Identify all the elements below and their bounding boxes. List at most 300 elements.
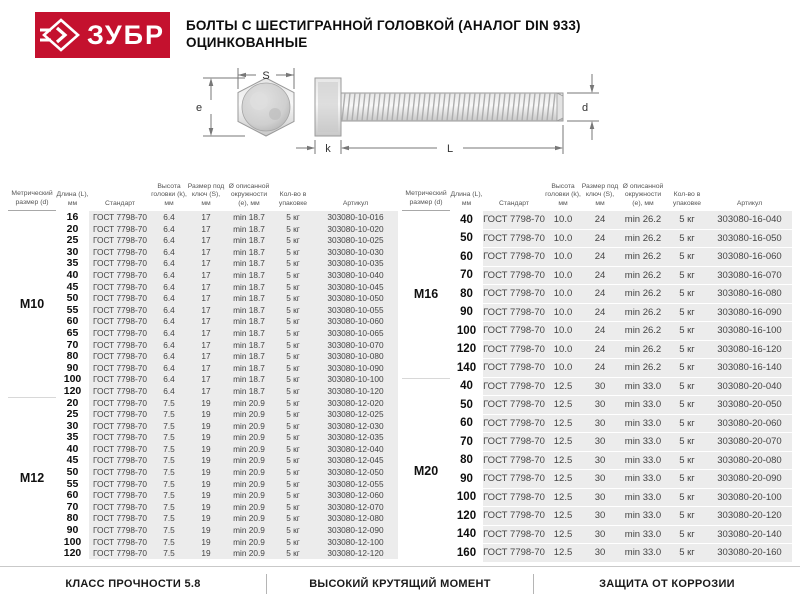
size-group-M20	[402, 378, 792, 563]
length-cell: 20	[56, 223, 89, 235]
data-cell: 19	[187, 547, 225, 559]
footer-feature-torque: ВЫСОКИЙ КРУТЯЩИЙ МОМЕНТ	[309, 577, 491, 590]
data-cell: 6.4	[151, 281, 187, 293]
data-cell: 30	[581, 396, 619, 414]
data-cell: ГОСТ 7798-70	[483, 285, 545, 303]
data-cell: min 26.2	[619, 322, 667, 340]
data-cell: 5 кг	[273, 489, 313, 501]
data-cell: ГОСТ 7798-70	[483, 507, 545, 525]
data-cell: 10.0	[545, 211, 581, 229]
bolt-technical-drawing	[185, 60, 615, 172]
dim-label-d: d	[581, 102, 589, 114]
metric-size-label: M16	[413, 287, 439, 302]
data-cell: ГОСТ 7798-70	[89, 304, 151, 316]
data-cell: 5 кг	[273, 373, 313, 385]
table-row	[56, 327, 398, 338]
data-cell: min 33.0	[619, 470, 667, 488]
data-cell: 5 кг	[667, 285, 707, 303]
length-cell: 45	[56, 454, 89, 466]
article-cell: 303080-12-050	[313, 466, 398, 478]
data-cell: min 18.7	[225, 362, 273, 374]
table-row	[450, 285, 792, 303]
data-cell: 19	[187, 524, 225, 536]
data-cell: 10.0	[545, 285, 581, 303]
data-cell: 19	[187, 489, 225, 501]
data-cell: 5 кг	[273, 536, 313, 548]
article-cell: 303080-10-080	[313, 350, 398, 362]
data-cell: 6.4	[151, 304, 187, 316]
table-row	[450, 526, 792, 544]
data-cell: 19	[187, 454, 225, 466]
data-cell: 6.4	[151, 339, 187, 351]
table-row	[450, 507, 792, 525]
table-row	[450, 359, 792, 377]
data-cell: ГОСТ 7798-70	[89, 327, 151, 339]
article-cell: 303080-12-030	[313, 420, 398, 432]
data-cell: 10.0	[545, 248, 581, 266]
data-cell: 6.4	[151, 385, 187, 397]
bolt-front-view	[238, 78, 294, 136]
data-cell: min 33.0	[619, 526, 667, 544]
data-cell: ГОСТ 7798-70	[483, 489, 545, 507]
data-cell: ГОСТ 7798-70	[483, 433, 545, 451]
article-cell: 303080-20-140	[707, 526, 792, 544]
data-cell: 17	[187, 211, 225, 223]
column-header: Размер под ключ (S), мм	[187, 183, 225, 207]
length-cell: 70	[56, 501, 89, 513]
column-header: Стандарт	[105, 199, 135, 207]
data-cell: ГОСТ 7798-70	[89, 350, 151, 362]
data-cell: 5 кг	[667, 359, 707, 377]
data-cell: 17	[187, 362, 225, 374]
data-cell: min 18.7	[225, 281, 273, 293]
data-cell: 5 кг	[667, 341, 707, 359]
table-row	[450, 415, 792, 433]
dim-label-l: L	[446, 143, 454, 155]
table-row	[56, 234, 398, 245]
data-cell: 19	[187, 420, 225, 432]
data-cell: 5 кг	[273, 547, 313, 559]
data-cell: ГОСТ 7798-70	[89, 443, 151, 455]
title-line-2: ОЦИНКОВАННЫЕ	[186, 35, 308, 50]
article-cell: 303080-10-090	[313, 362, 398, 374]
data-cell: 5 кг	[667, 322, 707, 340]
length-cell: 120	[450, 341, 483, 359]
data-cell: 7.5	[151, 547, 187, 559]
data-cell: 19	[187, 431, 225, 443]
data-cell: 5 кг	[273, 466, 313, 478]
data-cell: 5 кг	[667, 267, 707, 285]
data-cell: 17	[187, 304, 225, 316]
footer-feature-corrosion: ЗАЩИТА ОТ КОРРОЗИИ	[599, 577, 735, 590]
data-cell: 5 кг	[273, 431, 313, 443]
data-cell: ГОСТ 7798-70	[89, 385, 151, 397]
column-header: Метрический размер (d)	[8, 183, 56, 211]
data-cell: min 20.9	[225, 454, 273, 466]
table-row	[56, 257, 398, 268]
group-rows	[56, 397, 398, 559]
data-cell: 5 кг	[667, 378, 707, 396]
table-row	[56, 454, 398, 465]
length-cell: 65	[56, 327, 89, 339]
data-cell: 5 кг	[273, 246, 313, 258]
length-cell: 30	[56, 246, 89, 258]
data-cell: ГОСТ 7798-70	[483, 452, 545, 470]
data-cell: min 20.9	[225, 443, 273, 455]
length-cell: 80	[450, 452, 483, 470]
length-cell: 30	[56, 420, 89, 432]
data-cell: 5 кг	[667, 304, 707, 322]
data-cell: 5 кг	[273, 234, 313, 246]
data-cell: ГОСТ 7798-70	[89, 315, 151, 327]
data-cell: min 20.9	[225, 524, 273, 536]
data-cell: 5 кг	[667, 433, 707, 451]
article-cell: 303080-20-050	[707, 396, 792, 414]
article-cell: 303080-16-040	[707, 211, 792, 229]
dim-label-s: S	[262, 70, 270, 82]
data-cell: 17	[187, 339, 225, 351]
article-cell: 303080-10-016	[313, 211, 398, 223]
data-cell: min 20.9	[225, 536, 273, 548]
data-cell: 12.5	[545, 507, 581, 525]
table-row	[450, 267, 792, 285]
size-group-M12	[8, 397, 398, 559]
column-header: Длина (L), мм	[450, 191, 483, 207]
data-cell: ГОСТ 7798-70	[89, 223, 151, 235]
data-cell: 5 кг	[273, 385, 313, 397]
data-cell: 19	[187, 466, 225, 478]
length-cell: 80	[56, 350, 89, 362]
data-cell: 12.5	[545, 526, 581, 544]
article-cell: 303080-12-055	[313, 478, 398, 490]
data-cell: 19	[187, 501, 225, 513]
bolt-side-view	[315, 78, 563, 136]
data-cell: ГОСТ 7798-70	[483, 304, 545, 322]
data-cell: 12.5	[545, 433, 581, 451]
data-cell: 5 кг	[273, 420, 313, 432]
data-cell: 6.4	[151, 362, 187, 374]
column-header: Метрический размер (d)	[402, 183, 450, 211]
data-cell: min 33.0	[619, 378, 667, 396]
data-cell: 5 кг	[667, 470, 707, 488]
data-cell: min 20.9	[225, 478, 273, 490]
column-header: Стандарт	[499, 199, 529, 207]
length-cell: 120	[450, 507, 483, 525]
length-cell: 140	[450, 359, 483, 377]
data-cell: min 20.9	[225, 431, 273, 443]
length-cell: 60	[450, 415, 483, 433]
article-cell: 303080-12-045	[313, 454, 398, 466]
article-cell: 303080-20-160	[707, 544, 792, 562]
data-cell: min 26.2	[619, 304, 667, 322]
data-cell: 12.5	[545, 452, 581, 470]
column-header: Высота головки (k), мм	[151, 183, 187, 207]
data-cell: 6.4	[151, 292, 187, 304]
article-cell: 303080-10-040	[313, 269, 398, 281]
length-cell: 55	[56, 304, 89, 316]
data-cell: 24	[581, 267, 619, 285]
data-cell: ГОСТ 7798-70	[89, 397, 151, 409]
metric-size-label: M20	[402, 378, 450, 563]
article-cell: 303080-16-090	[707, 304, 792, 322]
data-cell: ГОСТ 7798-70	[89, 257, 151, 269]
length-cell: 25	[56, 408, 89, 420]
article-cell: 303080-10-100	[313, 373, 398, 385]
length-cell: 120	[56, 547, 89, 559]
data-cell: 19	[187, 443, 225, 455]
size-group-M16	[402, 211, 792, 378]
data-cell: min 20.9	[225, 547, 273, 559]
data-cell: 19	[187, 397, 225, 409]
table-row	[450, 378, 792, 396]
data-cell: 5 кг	[667, 211, 707, 229]
data-cell: 5 кг	[273, 397, 313, 409]
table-row	[56, 292, 398, 303]
length-cell: 40	[450, 378, 483, 396]
length-cell: 120	[56, 385, 89, 397]
data-cell: min 26.2	[619, 341, 667, 359]
data-cell: 7.5	[151, 466, 187, 478]
table-row	[56, 362, 398, 373]
length-cell: 40	[56, 269, 89, 281]
table-row	[450, 452, 792, 470]
data-cell: 17	[187, 234, 225, 246]
table-row	[450, 248, 792, 266]
data-cell: min 20.9	[225, 512, 273, 524]
data-cell: 10.0	[545, 230, 581, 248]
data-cell: min 20.9	[225, 466, 273, 478]
column-header: Высота головки (k), мм	[545, 183, 581, 207]
data-cell: 30	[581, 470, 619, 488]
page-title	[186, 17, 581, 51]
data-cell: 7.5	[151, 420, 187, 432]
table-row	[450, 230, 792, 248]
metric-size-label: M12	[8, 397, 56, 559]
data-cell: min 20.9	[225, 489, 273, 501]
data-cell: min 33.0	[619, 396, 667, 414]
table-row	[56, 512, 398, 523]
data-cell: 6.4	[151, 350, 187, 362]
table-row	[56, 385, 398, 396]
data-cell: ГОСТ 7798-70	[483, 322, 545, 340]
data-cell: 17	[187, 350, 225, 362]
data-cell: 6.4	[151, 269, 187, 281]
article-cell: 303080-12-060	[313, 489, 398, 501]
data-cell: 7.5	[151, 478, 187, 490]
data-cell: ГОСТ 7798-70	[89, 431, 151, 443]
data-cell: 12.5	[545, 489, 581, 507]
data-cell: ГОСТ 7798-70	[483, 470, 545, 488]
data-cell: ГОСТ 7798-70	[89, 501, 151, 513]
data-cell: 30	[581, 415, 619, 433]
table-row	[450, 341, 792, 359]
data-cell: 5 кг	[273, 454, 313, 466]
data-cell: ГОСТ 7798-70	[89, 478, 151, 490]
length-cell: 90	[56, 524, 89, 536]
data-cell: min 18.7	[225, 234, 273, 246]
brand-logo	[35, 12, 170, 58]
data-cell: 5 кг	[273, 281, 313, 293]
data-cell: 30	[581, 378, 619, 396]
data-cell: min 33.0	[619, 544, 667, 562]
data-cell: 5 кг	[667, 507, 707, 525]
data-cell: ГОСТ 7798-70	[89, 489, 151, 501]
table-row	[56, 315, 398, 326]
data-cell: 5 кг	[273, 524, 313, 536]
article-cell: 303080-20-040	[707, 378, 792, 396]
data-cell: min 20.9	[225, 397, 273, 409]
data-cell: ГОСТ 7798-70	[89, 547, 151, 559]
length-cell: 70	[56, 339, 89, 351]
data-cell: ГОСТ 7798-70	[483, 341, 545, 359]
data-cell: 17	[187, 269, 225, 281]
data-cell: min 18.7	[225, 246, 273, 258]
data-cell: 7.5	[151, 489, 187, 501]
length-cell: 90	[450, 470, 483, 488]
data-cell: ГОСТ 7798-70	[89, 246, 151, 258]
data-cell: 6.4	[151, 234, 187, 246]
data-cell: ГОСТ 7798-70	[483, 378, 545, 396]
data-cell: 17	[187, 292, 225, 304]
data-cell: min 20.9	[225, 501, 273, 513]
data-cell: 6.4	[151, 315, 187, 327]
data-cell: ГОСТ 7798-70	[89, 281, 151, 293]
article-cell: 303080-20-090	[707, 470, 792, 488]
data-cell: 17	[187, 223, 225, 235]
length-cell: 100	[450, 322, 483, 340]
table-row	[56, 373, 398, 384]
data-cell: ГОСТ 7798-70	[89, 211, 151, 223]
data-cell: 24	[581, 248, 619, 266]
data-cell: ГОСТ 7798-70	[89, 269, 151, 281]
length-cell: 100	[56, 536, 89, 548]
data-cell: 24	[581, 341, 619, 359]
table-row	[56, 420, 398, 431]
title-line-1: БОЛТЫ С ШЕСТИГРАННОЙ ГОЛОВКОЙ (АНАЛОГ DIN 933)	[186, 18, 581, 33]
data-cell: ГОСТ 7798-70	[89, 536, 151, 548]
data-cell: ГОСТ 7798-70	[89, 420, 151, 432]
table-row	[56, 536, 398, 547]
table-row	[56, 281, 398, 292]
data-cell: ГОСТ 7798-70	[483, 396, 545, 414]
data-cell: 19	[187, 408, 225, 420]
data-cell: ГОСТ 7798-70	[483, 415, 545, 433]
length-cell: 35	[56, 257, 89, 269]
table-row	[56, 269, 398, 280]
data-cell: 5 кг	[273, 339, 313, 351]
article-cell: 303080-10-065	[313, 327, 398, 339]
dim-label-e: e	[195, 102, 203, 114]
data-cell: 5 кг	[273, 408, 313, 420]
data-cell: 10.0	[545, 304, 581, 322]
column-header: Ø описанной окружности (e), мм	[622, 183, 664, 207]
data-cell: min 18.7	[225, 292, 273, 304]
data-cell: min 18.7	[225, 327, 273, 339]
zubr-arrow-icon	[40, 17, 80, 53]
table-row	[56, 246, 398, 257]
table-row	[450, 489, 792, 507]
table-row	[56, 466, 398, 477]
data-cell: 17	[187, 327, 225, 339]
article-cell: 303080-16-070	[707, 267, 792, 285]
table-row	[450, 396, 792, 414]
data-cell: 24	[581, 285, 619, 303]
article-cell: 303080-10-030	[313, 246, 398, 258]
footer-feature-strength: КЛАСС ПРОЧНОСТИ 5.8	[65, 577, 201, 590]
article-cell: 303080-12-100	[313, 536, 398, 548]
data-cell: ГОСТ 7798-70	[483, 544, 545, 562]
data-cell: min 26.2	[619, 248, 667, 266]
data-cell: 7.5	[151, 501, 187, 513]
article-cell: 303080-10-060	[313, 315, 398, 327]
data-cell: 30	[581, 507, 619, 525]
length-cell: 70	[450, 267, 483, 285]
data-cell: 5 кг	[667, 526, 707, 544]
length-cell: 50	[56, 292, 89, 304]
dim-label-k: k	[325, 143, 331, 155]
table-row	[56, 339, 398, 350]
data-cell: 30	[581, 433, 619, 451]
article-cell: 303080-10-120	[313, 385, 398, 397]
data-cell: 5 кг	[273, 304, 313, 316]
data-cell: 19	[187, 536, 225, 548]
article-cell: 303080-12-020	[313, 397, 398, 409]
data-cell: ГОСТ 7798-70	[483, 267, 545, 285]
group-rows	[450, 211, 792, 378]
data-cell: 24	[581, 230, 619, 248]
table-row	[450, 544, 792, 562]
article-cell: 303080-10-035	[313, 257, 398, 269]
data-cell: 5 кг	[273, 512, 313, 524]
data-cell: 24	[581, 304, 619, 322]
data-cell: min 33.0	[619, 452, 667, 470]
table-row	[56, 524, 398, 535]
article-cell: 303080-12-040	[313, 443, 398, 455]
data-cell: 5 кг	[667, 489, 707, 507]
data-cell: 10.0	[545, 267, 581, 285]
data-cell: 6.4	[151, 257, 187, 269]
table-row	[450, 304, 792, 322]
data-cell: 12.5	[545, 396, 581, 414]
data-cell: min 26.2	[619, 359, 667, 377]
length-cell: 100	[450, 489, 483, 507]
article-cell: 303080-12-025	[313, 408, 398, 420]
column-header: Артикул	[342, 199, 369, 207]
data-cell: 7.5	[151, 443, 187, 455]
data-cell: 5 кг	[273, 327, 313, 339]
table-row	[56, 350, 398, 361]
data-cell: min 20.9	[225, 408, 273, 420]
data-cell: 17	[187, 246, 225, 258]
logo-text: ЗУБР	[86, 19, 166, 50]
length-cell: 160	[450, 544, 483, 562]
data-cell: 7.5	[151, 536, 187, 548]
data-cell: 30	[581, 489, 619, 507]
data-cell: 7.5	[151, 512, 187, 524]
data-cell: 6.4	[151, 211, 187, 223]
data-cell: min 18.7	[225, 211, 273, 223]
column-header: Кол-во в упаковке	[278, 191, 308, 207]
data-cell: ГОСТ 7798-70	[89, 339, 151, 351]
table-row	[56, 478, 398, 489]
length-cell: 70	[450, 433, 483, 451]
length-cell: 60	[450, 248, 483, 266]
data-cell: 5 кг	[273, 257, 313, 269]
data-cell: ГОСТ 7798-70	[89, 362, 151, 374]
data-cell: 5 кг	[667, 248, 707, 266]
data-cell: ГОСТ 7798-70	[89, 524, 151, 536]
table-row	[450, 211, 792, 229]
